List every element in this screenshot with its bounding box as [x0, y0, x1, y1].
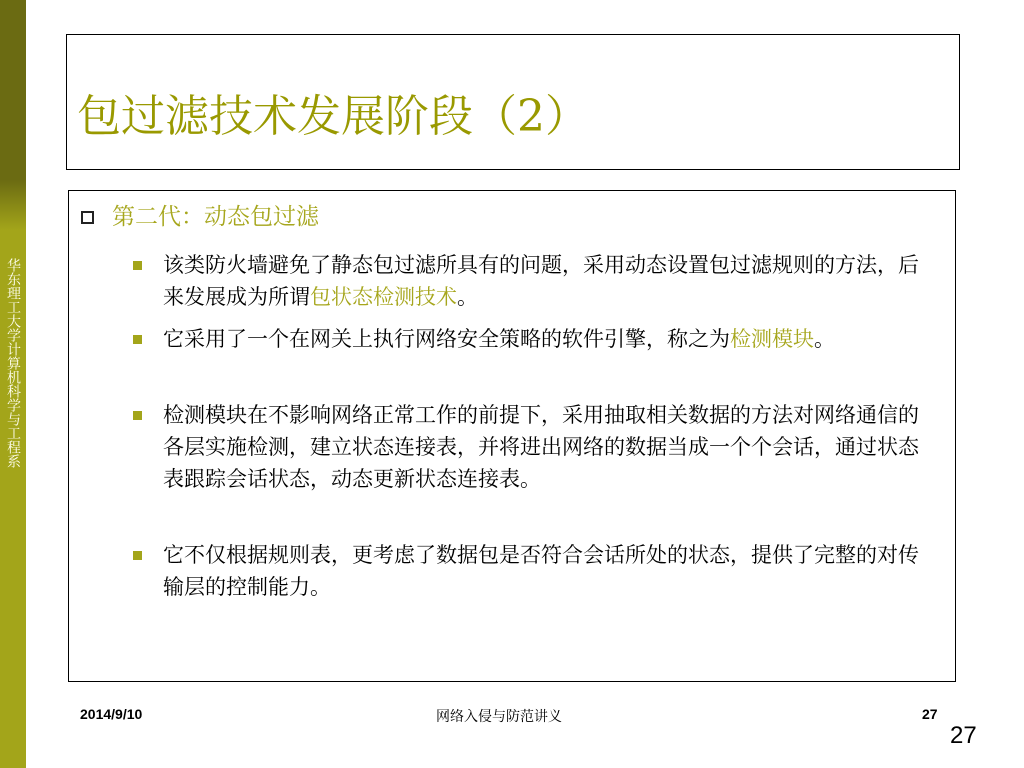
- bullet-item: [133, 249, 933, 313]
- square-bullet-icon: [81, 211, 94, 224]
- filled-square-bullet-icon: [133, 261, 142, 270]
- filled-square-bullet-icon: [133, 551, 142, 560]
- sidebar-institution-text: 华东理工大学计算机科学与工程系: [5, 258, 21, 468]
- filled-square-bullet-icon: [133, 411, 142, 420]
- footer-slide-number: 27: [922, 706, 938, 722]
- sidebar: [0, 0, 26, 768]
- bullet-item: [133, 323, 933, 355]
- bullet-text: 检测模块在不影响网络正常工作的前提下，采用抽取相关数据的方法对网络通信的各层实施检测，建立状态连接表，并将进出网络的数据当成一个个会话，通过状态表跟踪会话状态，动态更新状态连接表。: [163, 403, 919, 491]
- level1-bullet-item: [81, 203, 319, 231]
- slide-title: 包过滤技术发展阶段（2）: [77, 91, 589, 142]
- bullet-text: 它采用了一个在网关上执行网络安全策略的软件引擎，称之为检测模块。: [163, 327, 835, 351]
- bullet-text: 它不仅根据规则表，更考虑了数据包是否符合会话所处的状态，提供了完整的对传输层的控制能力。: [163, 543, 919, 599]
- highlight-term: 检测模块: [730, 327, 814, 351]
- footer-course-title: 网络入侵与防范讲义: [436, 709, 562, 725]
- bullet-item: [133, 399, 933, 495]
- page-number: 27: [950, 722, 977, 749]
- content-box: [68, 190, 956, 682]
- footer-date: 2014/9/10: [80, 706, 143, 722]
- title-box: [66, 34, 960, 170]
- bullet-text: 该类防火墙避免了静态包过滤所具有的问题，采用动态设置包过滤规则的方法，后来发展成为所谓包状态检测技术。: [163, 253, 919, 309]
- bullet-item: [133, 539, 933, 603]
- highlight-term: 包状态检测技术: [310, 285, 457, 309]
- filled-square-bullet-icon: [133, 335, 142, 344]
- section-heading: 第二代：动态包过滤: [112, 204, 319, 230]
